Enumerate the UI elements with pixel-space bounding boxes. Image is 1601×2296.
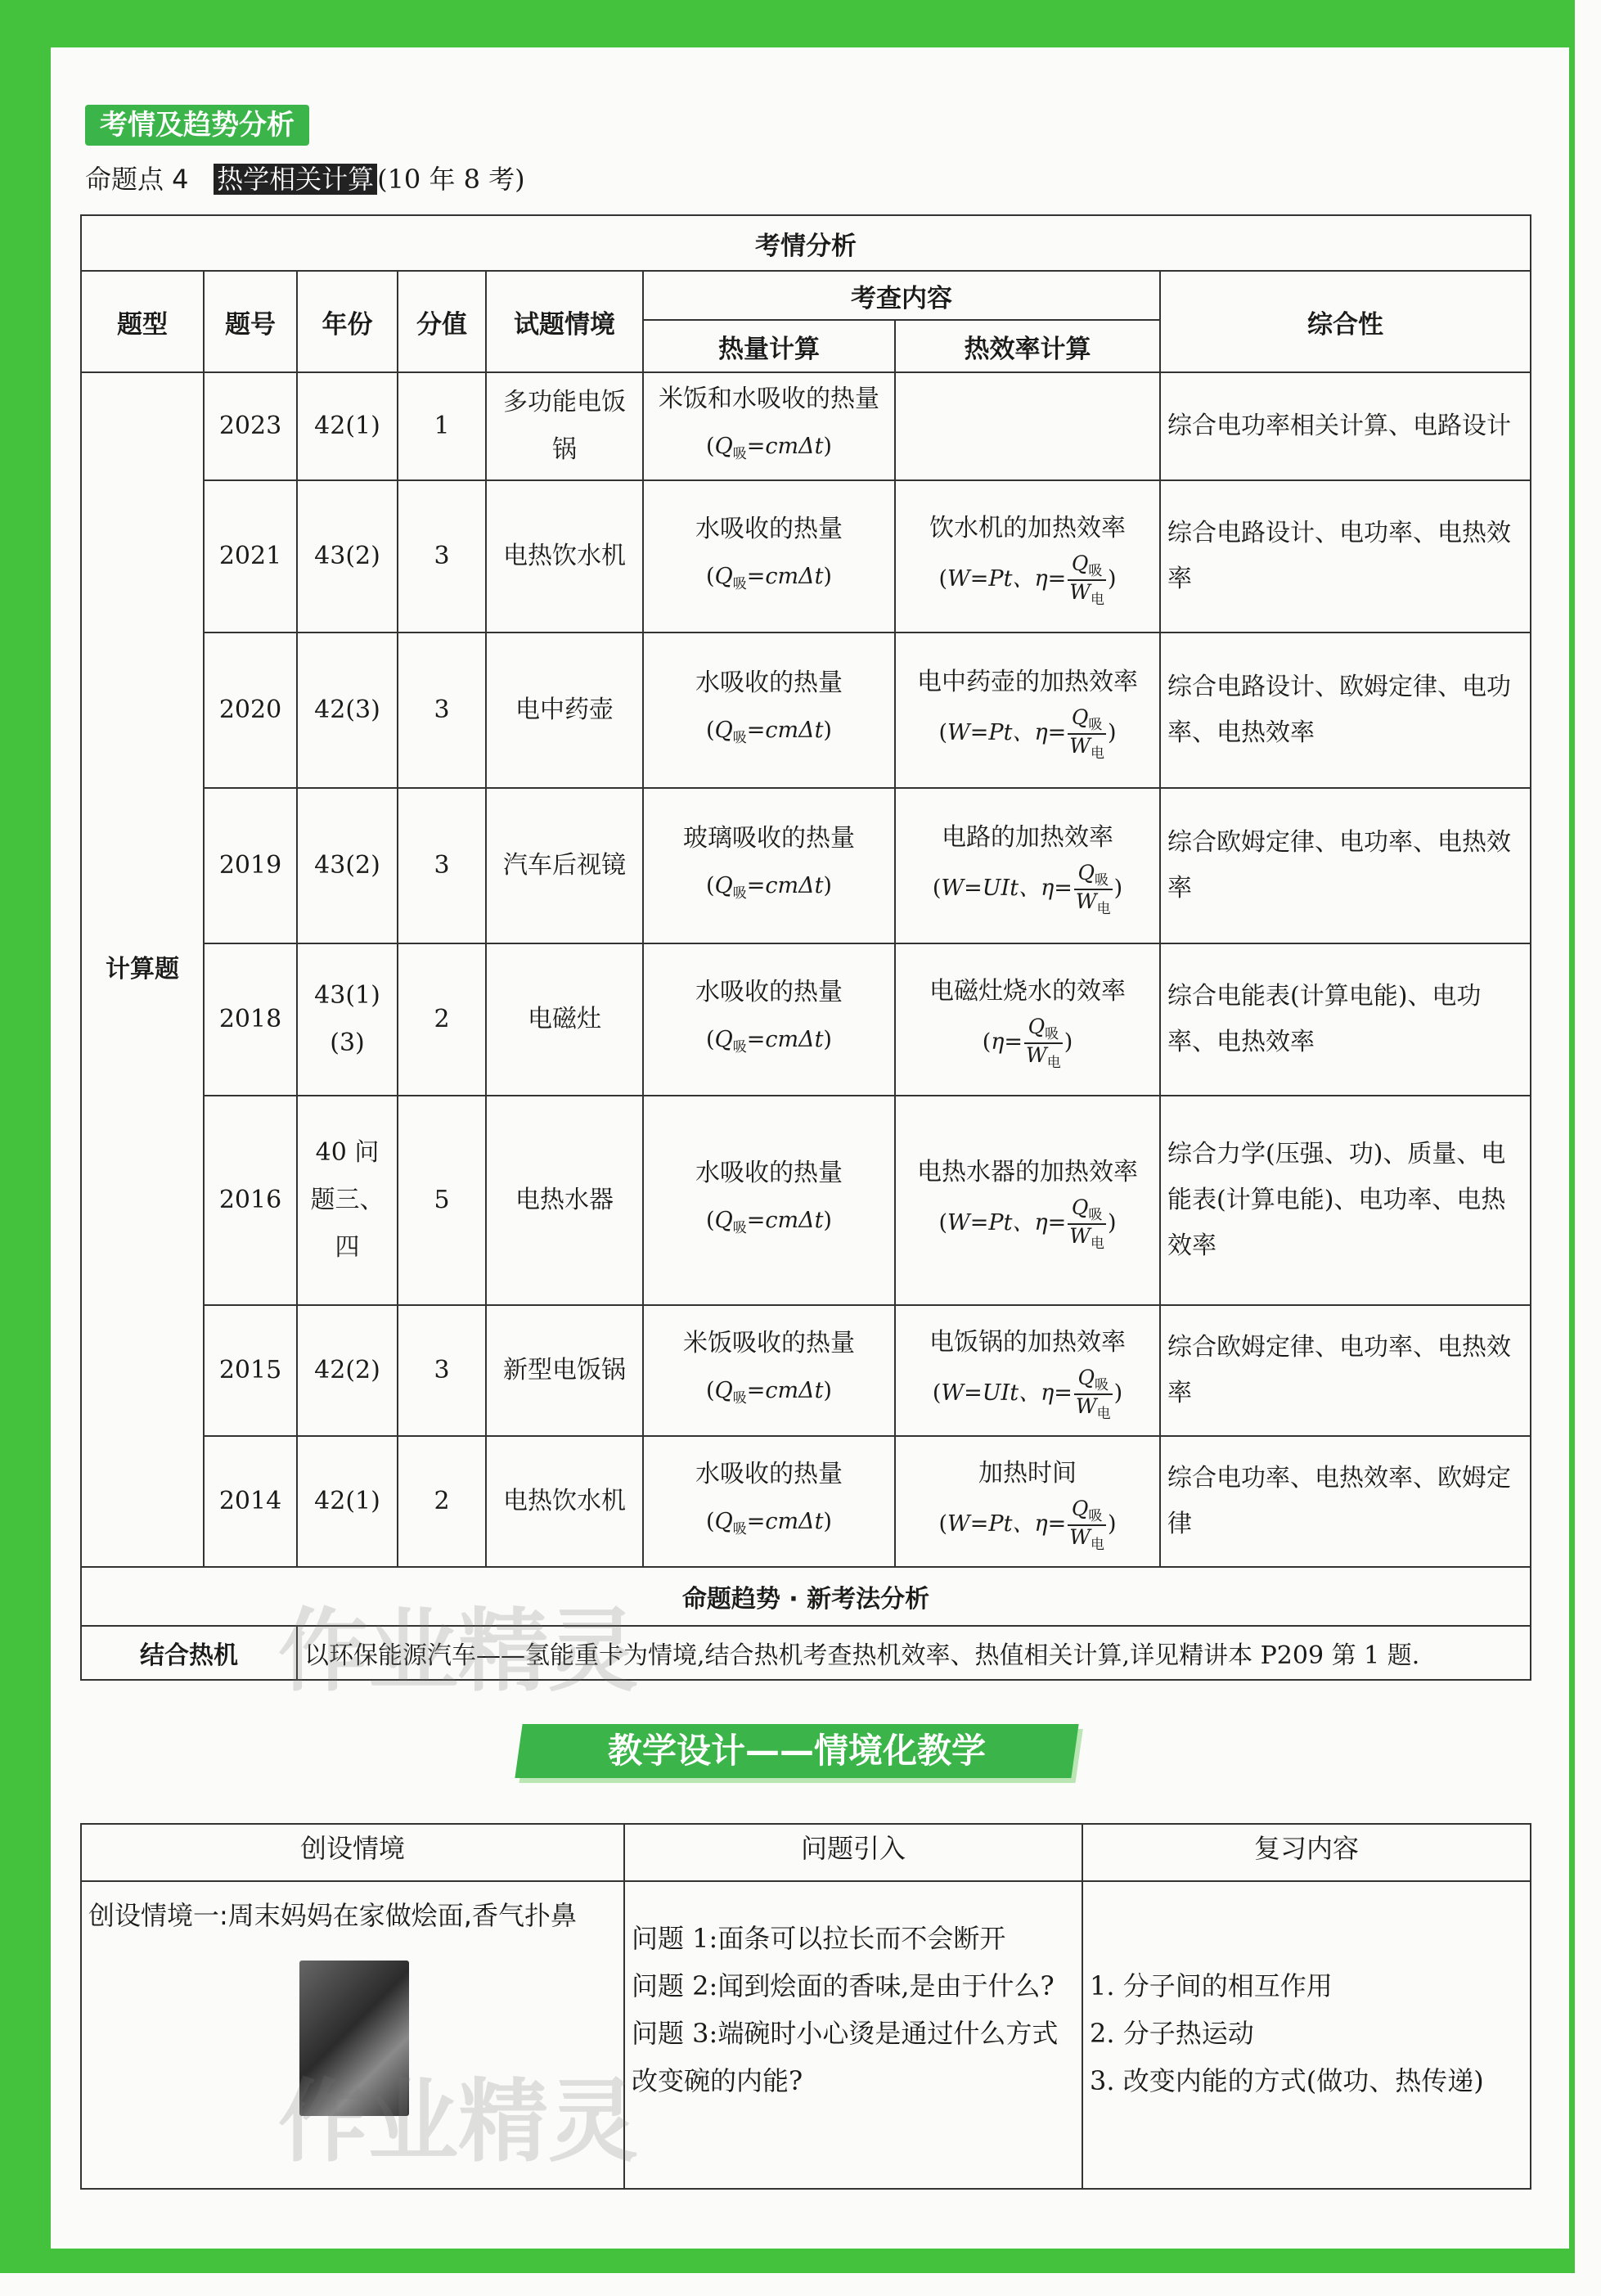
cell-year: 2014	[204, 1436, 297, 1567]
cell-context: 多功能电饭锅	[486, 372, 643, 480]
q-symbol: Q	[714, 563, 733, 589]
cell-score: 3	[398, 788, 486, 943]
q-symbol: Q	[714, 433, 733, 459]
trend-label: 结合热机	[81, 1626, 297, 1680]
design-header-review: 复习内容	[1082, 1824, 1531, 1881]
q-subscript: 吸	[732, 1219, 747, 1236]
heat-formula: $(Q_吸=cm\Delta t)$	[706, 433, 832, 462]
eff-label: 电路的加热效率	[942, 823, 1113, 853]
design-header-scenario: 创设情境	[81, 1824, 624, 1881]
efficiency-fraction	[1024, 1015, 1063, 1070]
heat-formula: $(Q_吸=cm\Delta t)$	[706, 1377, 832, 1407]
eff-label: 电饭锅的加热效率	[929, 1328, 1126, 1357]
q-symbol: Q	[714, 1377, 733, 1403]
fraction-numerator	[1024, 1015, 1063, 1044]
den-subscript: 电	[1046, 1055, 1061, 1071]
cell-eff	[895, 480, 1160, 633]
heat-formula: $(Q_吸=cm\Delta t)$	[706, 1026, 832, 1056]
cell-no: 42(1)	[297, 1436, 398, 1567]
num-symbol: Q	[1071, 1195, 1089, 1220]
analysis-row	[81, 633, 1531, 788]
scenario-cell	[81, 1881, 624, 2189]
q-rhs: =cmΔt	[746, 872, 824, 898]
q-symbol: Q	[714, 1026, 733, 1052]
cell-year: 2019	[204, 788, 297, 943]
topic-title: 热学相关计算	[214, 164, 377, 195]
header-heat: 热量计算	[643, 320, 895, 372]
num-subscript: 吸	[1088, 563, 1103, 580]
topic-note: (10 年 8 考)	[377, 164, 525, 195]
eff-formula: (W=UIt、η= $\frac{Q_吸}{W_电}$ )	[932, 1366, 1123, 1422]
q-subscript: 吸	[732, 729, 747, 746]
cell-score: 3	[398, 633, 486, 788]
fraction-denominator	[1068, 735, 1106, 762]
header-context: 试题情境	[486, 271, 643, 372]
cell-heat	[643, 943, 895, 1096]
w-formula: W=Pt、η=	[947, 566, 1067, 592]
eff-formula: (η= $\frac{Q_吸}{W_电}$ )	[982, 1015, 1073, 1071]
cell-year: 2020	[204, 633, 297, 788]
eff-label: 电中药壶的加热效率	[917, 668, 1138, 697]
header-content: 考查内容	[643, 271, 1160, 320]
heat-formula: $(Q_吸=cm\Delta t)$	[706, 872, 832, 902]
cell-no: 40 问题三、四	[297, 1096, 398, 1305]
cell-heat	[643, 1096, 895, 1305]
cell-context: 电热水器	[486, 1096, 643, 1305]
num-symbol: Q	[1071, 551, 1089, 576]
q-subscript: 吸	[732, 1389, 747, 1407]
teaching-banner	[515, 1724, 1078, 1778]
header-eff: 热效率计算	[895, 320, 1160, 372]
cell-eff	[895, 1096, 1160, 1305]
cell-score: 5	[398, 1096, 486, 1305]
cell-year: 2015	[204, 1305, 297, 1436]
den-subscript: 电	[1090, 592, 1104, 608]
header-type: 题型	[81, 271, 204, 372]
w-formula: W=UIt、η=	[941, 1380, 1073, 1407]
efficiency-fraction	[1074, 1366, 1113, 1421]
analysis-row	[81, 788, 1531, 943]
cell-year: 2023	[204, 372, 297, 480]
efficiency-fraction	[1068, 1497, 1106, 1552]
cell-eff	[895, 943, 1160, 1096]
num-subscript: 吸	[1094, 872, 1109, 889]
eff-formula: (W=Pt、η= $\frac{Q_吸}{W_电}$ )	[938, 1195, 1117, 1252]
question-cell	[624, 1881, 1082, 2189]
q-subscript: 吸	[732, 885, 747, 902]
analysis-row	[81, 372, 1531, 480]
row-type: 计算题	[81, 372, 204, 1567]
cell-no: 42(1)	[297, 372, 398, 480]
cell-no: 43(2)	[297, 788, 398, 943]
header-no: 题号	[204, 271, 297, 372]
cell-heat	[643, 1436, 895, 1567]
q-subscript: 吸	[732, 575, 747, 592]
fraction-denominator	[1068, 581, 1106, 608]
eff-label: 饮水机的加热效率	[929, 514, 1126, 543]
den-symbol: W	[1069, 734, 1091, 758]
cell-comp: 综合欧姆定律、电功率、电热效率	[1160, 788, 1531, 943]
heat-label: 米饭吸收的热量	[683, 1328, 855, 1357]
left-border	[0, 0, 51, 2273]
cell-year: 2016	[204, 1096, 297, 1305]
cell-comp: 综合电路设计、电功率、电热效率	[1160, 480, 1531, 633]
eff-formula: (W=Pt、η= $\frac{Q_吸}{W_电}$ )	[938, 1497, 1117, 1553]
trend-title: 命题趋势 · 新考法分析	[81, 1567, 1531, 1626]
header-score: 分值	[398, 271, 486, 372]
cell-comp: 综合电能表(计算电能)、电功率、电热效率	[1160, 943, 1531, 1096]
num-symbol: Q	[1071, 705, 1089, 730]
q-rhs: =cmΔt	[746, 1207, 824, 1233]
w-formula: W=Pt、η=	[947, 1210, 1067, 1236]
den-subscript: 电	[1096, 901, 1111, 917]
header-year: 年份	[297, 271, 398, 372]
fraction-numerator	[1068, 1196, 1106, 1225]
analysis-row	[81, 480, 1531, 633]
cell-eff	[895, 372, 1160, 480]
w-formula: W=UIt、η=	[941, 876, 1073, 902]
analysis-rows	[81, 372, 1531, 1567]
cell-context: 汽车后视镜	[486, 788, 643, 943]
num-subscript: 吸	[1088, 717, 1103, 734]
fraction-numerator	[1074, 862, 1113, 890]
header-comp: 综合性	[1160, 271, 1531, 372]
analysis-table	[80, 214, 1531, 1681]
heat-formula: $(Q_吸=cm\Delta t)$	[706, 1508, 832, 1537]
cell-comp: 综合电功率、电热效率、欧姆定律	[1160, 1436, 1531, 1567]
cell-year: 2021	[204, 480, 297, 633]
cell-no: 42(3)	[297, 633, 398, 788]
den-symbol: W	[1075, 1394, 1097, 1418]
cell-eff	[895, 1305, 1160, 1436]
num-symbol: Q	[1071, 1497, 1089, 1521]
cell-eff	[895, 788, 1160, 943]
fraction-numerator	[1074, 1366, 1113, 1395]
cell-heat	[643, 480, 895, 633]
cell-score: 3	[398, 1305, 486, 1436]
q-rhs: =cmΔt	[746, 433, 824, 459]
cell-context: 电热饮水机	[486, 480, 643, 633]
question-item: 问题 2:闻到烩面的香味,是由于什么?	[632, 1970, 1055, 2001]
q-rhs: =cmΔt	[746, 563, 824, 589]
den-subscript: 电	[1090, 1537, 1104, 1553]
q-subscript: 吸	[732, 1520, 747, 1537]
efficiency-fraction	[1074, 862, 1113, 916]
heat-label: 水吸收的热量	[695, 514, 843, 543]
noodle-photo	[299, 1961, 409, 2116]
eff-label: 加热时间	[978, 1459, 1077, 1488]
fraction-numerator	[1068, 706, 1106, 735]
cell-no: 42(2)	[297, 1305, 398, 1436]
q-symbol: Q	[714, 1508, 733, 1534]
trend-text: 以环保能源汽车——氢能重卡为情境,结合热机考查热机效率、热值相关计算,详见精讲本 P209 第 1 题.	[297, 1626, 1531, 1680]
watermark: 作业精灵	[278, 1599, 638, 1704]
q-subscript: 吸	[732, 445, 747, 462]
efficiency-fraction	[1068, 552, 1106, 607]
fraction-denominator	[1074, 1395, 1113, 1422]
right-border	[1569, 0, 1575, 2273]
cell-score: 1	[398, 372, 486, 480]
num-symbol: Q	[1028, 1015, 1046, 1039]
heat-label: 水吸收的热量	[695, 668, 843, 697]
fraction-denominator	[1068, 1225, 1106, 1252]
review-item: 2. 分子热运动	[1090, 2018, 1254, 2049]
heat-formula: $(Q_吸=cm\Delta t)$	[706, 1207, 832, 1236]
section-tag: 考情及趋势分析	[85, 105, 309, 146]
q-rhs: =cmΔt	[746, 717, 824, 743]
heat-label: 水吸收的热量	[695, 1158, 843, 1187]
eff-formula: (W=Pt、η= $\frac{Q_吸}{W_电}$ )	[938, 551, 1117, 608]
cell-heat	[643, 1305, 895, 1436]
den-subscript: 电	[1096, 1406, 1111, 1422]
cell-eff	[895, 633, 1160, 788]
num-subscript: 吸	[1045, 1026, 1059, 1043]
teaching-banner-text: 教学设计——情境化教学	[607, 1731, 986, 1771]
q-symbol: Q	[714, 1207, 733, 1233]
heat-label: 玻璃吸收的热量	[683, 823, 855, 853]
fraction-numerator	[1068, 552, 1106, 581]
cell-context: 新型电饭锅	[486, 1305, 643, 1436]
topic-heading	[85, 159, 525, 196]
cell-score: 3	[398, 480, 486, 633]
bottom-border	[0, 2249, 1575, 2273]
review-cell	[1082, 1881, 1531, 2189]
eff-label: 电热水器的加热效率	[917, 1158, 1138, 1187]
den-subscript: 电	[1090, 745, 1104, 762]
q-subscript: 吸	[732, 1038, 747, 1056]
den-symbol: W	[1069, 1224, 1091, 1248]
topic-label: 命题点 4	[85, 164, 189, 195]
q-rhs: =cmΔt	[746, 1508, 824, 1534]
eff-formula: (W=UIt、η= $\frac{Q_吸}{W_电}$ )	[932, 861, 1123, 917]
fraction-numerator	[1068, 1497, 1106, 1526]
cell-year: 2018	[204, 943, 297, 1096]
efficiency-fraction	[1068, 706, 1106, 761]
review-item: 1. 分子间的相互作用	[1090, 1970, 1333, 2001]
fraction-denominator	[1024, 1044, 1063, 1071]
question-item: 问题 1:面条可以拉长而不会断开	[632, 1923, 1006, 1954]
cell-score: 2	[398, 943, 486, 1096]
cell-context: 电热饮水机	[486, 1436, 643, 1567]
den-subscript: 电	[1090, 1236, 1104, 1252]
w-formula: W=Pt、η=	[947, 1511, 1067, 1537]
eff-label: 电磁灶烧水的效率	[929, 977, 1126, 1006]
den-symbol: W	[1069, 1525, 1091, 1549]
top-border	[0, 0, 1575, 47]
cell-score: 2	[398, 1436, 486, 1567]
q-rhs: =cmΔt	[746, 1026, 824, 1052]
efficiency-fraction	[1068, 1196, 1106, 1251]
analysis-row	[81, 1096, 1531, 1305]
design-header-question: 问题引入	[624, 1824, 1082, 1881]
num-subscript: 吸	[1094, 1377, 1109, 1394]
heat-formula: $(Q_吸=cm\Delta t)$	[706, 563, 832, 592]
cell-comp: 综合力学(压强、功)、质量、电能表(计算电能)、电功率、电热效率	[1160, 1096, 1531, 1305]
analysis-row	[81, 1305, 1531, 1436]
cell-heat	[643, 372, 895, 480]
fraction-denominator	[1074, 890, 1113, 917]
q-rhs: =cmΔt	[746, 1377, 824, 1403]
w-formula: W=Pt、η=	[947, 720, 1067, 746]
cell-heat	[643, 633, 895, 788]
watermark: 作业精灵	[278, 2069, 638, 2174]
analysis-row	[81, 1436, 1531, 1567]
review-item: 3. 改变内能的方式(做功、热传递)	[1090, 2065, 1484, 2096]
scenario-text: 创设情境一:周末妈妈在家做烩面,香气扑鼻	[88, 1900, 577, 1931]
heat-label: 水吸收的热量	[695, 1459, 843, 1488]
cell-no: 43(2)	[297, 480, 398, 633]
q-symbol: Q	[714, 717, 733, 743]
w-formula: η=	[991, 1029, 1023, 1056]
cell-no: 43(1)(3)	[297, 943, 398, 1096]
analysis-title: 考情分析	[81, 215, 1531, 271]
cell-comp: 综合欧姆定律、电功率、电热效率	[1160, 1305, 1531, 1436]
q-symbol: Q	[714, 872, 733, 898]
cell-comp: 综合电路设计、欧姆定律、电功率、电热效率	[1160, 633, 1531, 788]
cell-context: 电磁灶	[486, 943, 643, 1096]
analysis-row	[81, 943, 1531, 1096]
num-symbol: Q	[1077, 1366, 1095, 1390]
den-symbol: W	[1026, 1043, 1047, 1067]
num-subscript: 吸	[1088, 1508, 1103, 1525]
den-symbol: W	[1075, 889, 1097, 913]
den-symbol: W	[1069, 580, 1091, 604]
cell-context: 电中药壶	[486, 633, 643, 788]
question-item: 问题 3:端碗时小心烫是通过什么方式改变碗的内能?	[632, 2018, 1059, 2096]
heat-formula: $(Q_吸=cm\Delta t)$	[706, 717, 832, 746]
heat-label: 米饭和水吸收的热量	[659, 384, 879, 413]
cell-comp: 综合电功率相关计算、电路设计	[1160, 372, 1531, 480]
heat-label: 水吸收的热量	[695, 977, 843, 1006]
num-subscript: 吸	[1088, 1207, 1103, 1224]
cell-eff	[895, 1436, 1160, 1567]
fraction-denominator	[1068, 1526, 1106, 1553]
eff-formula: (W=Pt、η= $\frac{Q_吸}{W_电}$ )	[938, 705, 1117, 762]
cell-heat	[643, 788, 895, 943]
num-symbol: Q	[1077, 861, 1095, 885]
design-table	[80, 1823, 1531, 2190]
